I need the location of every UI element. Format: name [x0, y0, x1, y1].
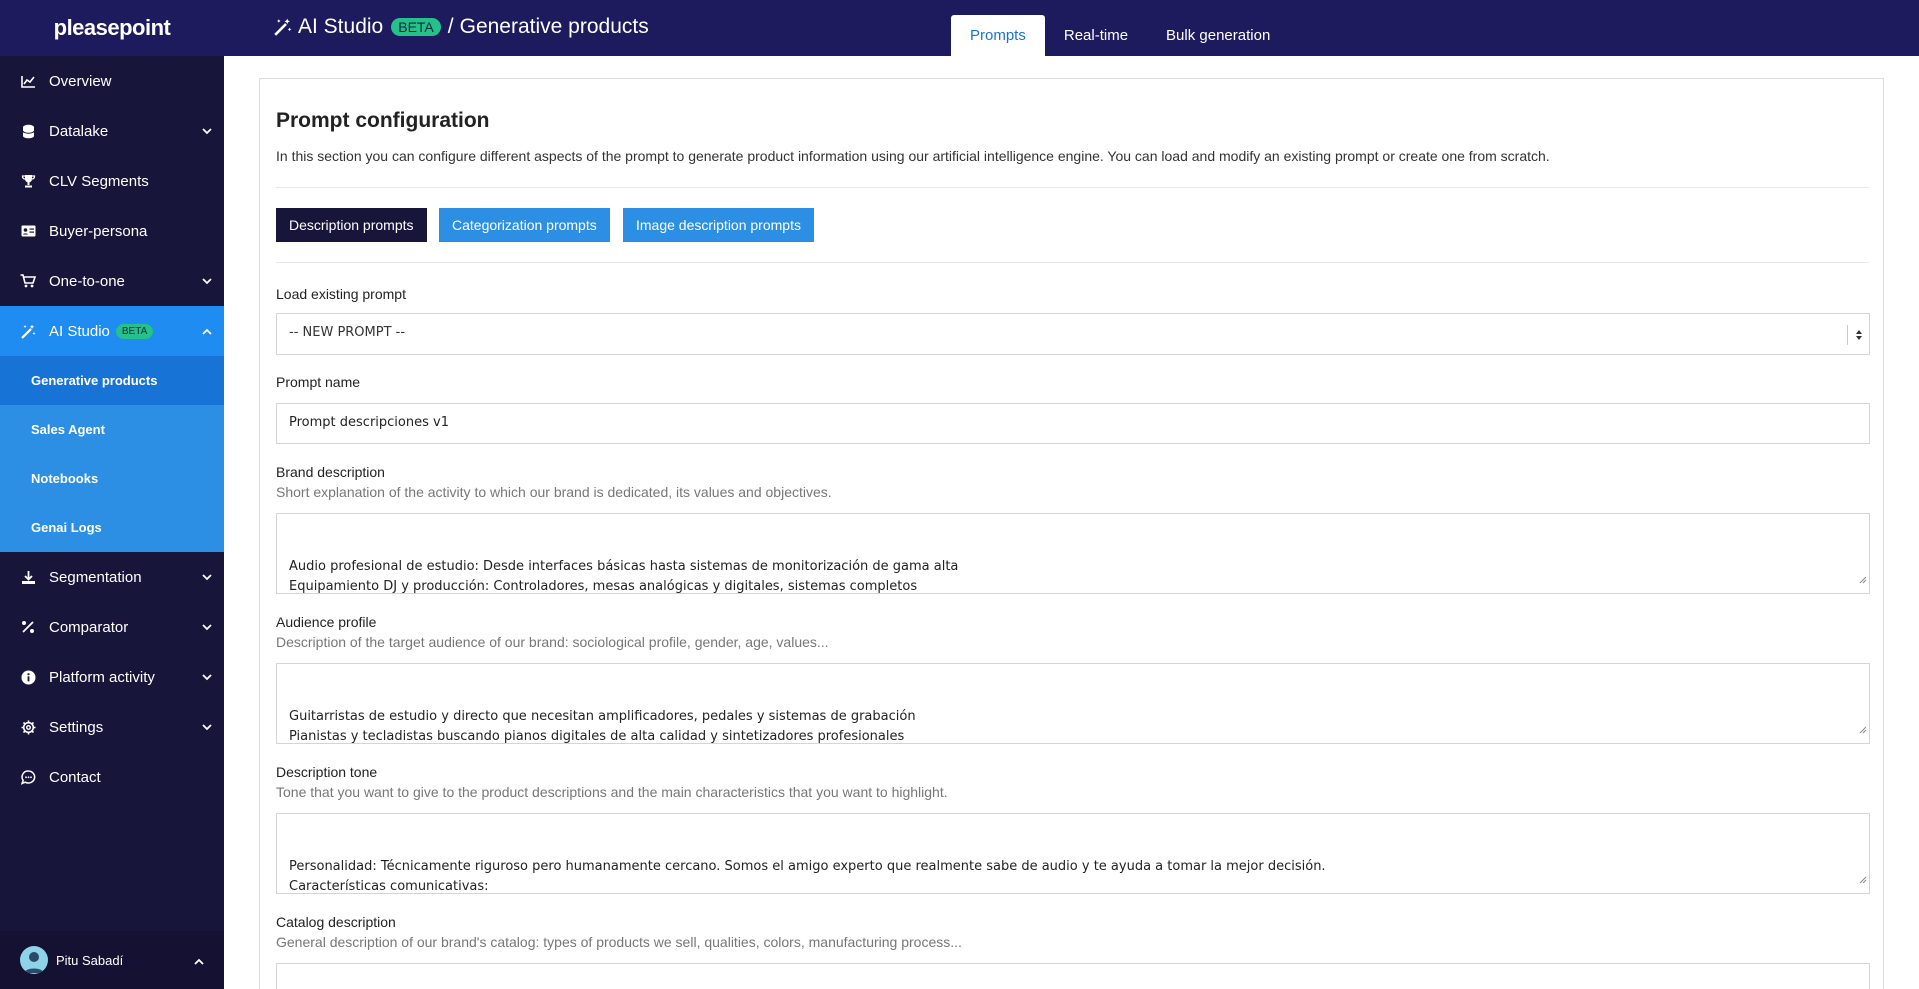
- user-name: Pitu Sabadí: [56, 952, 124, 968]
- prompt-configuration-card: [259, 78, 1884, 989]
- sidebar-item-label: Platform activity: [49, 668, 155, 686]
- sidebar-item-label: AI Studio: [49, 322, 110, 340]
- brand-description-text: Audio profesional de estudio: Desde interfaces básicas hasta sistemas de monitorización de gama alta Equipamiento DJ y producción: Controladores, mesas analógicas y digitales, sistemas completos: [289, 559, 959, 594]
- sidebar-item-datalake[interactable]: [0, 106, 224, 156]
- description-tone-help: Tone that you want to give to the product descriptions and the main characteristics that you want to highlight.: [276, 784, 948, 800]
- sidebar-item-label: Overview: [49, 72, 112, 90]
- sidebar-item-overview[interactable]: [0, 56, 224, 106]
- load-prompt-label: Load existing prompt: [276, 286, 406, 302]
- prompt-name-input[interactable]: Prompt descripciones v1: [276, 403, 1870, 444]
- id-card-icon: [20, 223, 36, 239]
- brand-description-label: Brand description: [276, 464, 385, 480]
- sidebar-item-segmentation[interactable]: [0, 552, 224, 602]
- chevron-down-icon: [200, 124, 214, 138]
- description-tone-text: Personalidad: Técnicamente riguroso pero humanamente cercano. Somos el amigo experto que realmente sabe de audio y te ayuda a tomar la mejor decisión. Características comunicativas:: [289, 859, 1326, 894]
- brand-description-help: Short explanation of the activity to which our brand is dedicated, its values and objectives.: [276, 484, 832, 500]
- beta-badge: BETA: [116, 324, 153, 339]
- description-tone-textarea[interactable]: [276, 813, 1870, 894]
- sidebar: [0, 0, 224, 989]
- description-prompts-button[interactable]: Description prompts: [276, 208, 427, 242]
- tab-bulk-generation[interactable]: Bulk generation: [1166, 27, 1271, 44]
- load-prompt-select[interactable]: [276, 313, 1870, 355]
- chevron-down-icon: [200, 720, 214, 734]
- breadcrumb-section[interactable]: AI Studio: [298, 15, 384, 38]
- sidebar-item-one-to-one[interactable]: [0, 256, 224, 306]
- description-tone-label: Description tone: [276, 764, 378, 780]
- chart-line-icon: [20, 73, 36, 89]
- shopping-cart-icon: [20, 273, 36, 289]
- beta-badge: BETA: [391, 18, 441, 36]
- info-circle-icon: [20, 669, 36, 685]
- sidebar-item-label: CLV Segments: [49, 172, 149, 190]
- breadcrumb-separator: /: [447, 15, 454, 38]
- audience-profile-text: Guitarristas de estudio y directo que necesitan amplificadores, pedales y sistemas de grabación Pianistas y tecladistas buscando pianos digitales de alta calidad y sintetizadores profesionales: [289, 709, 916, 744]
- chevron-up-icon: [194, 953, 204, 968]
- image-description-prompts-button[interactable]: Image description prompts: [623, 208, 814, 242]
- sidebar-item-platform-activity[interactable]: [0, 652, 224, 702]
- subnav-item-notebooks[interactable]: Notebooks: [31, 471, 99, 486]
- chevron-down-icon: [200, 620, 214, 634]
- subnav-item-sales-agent[interactable]: Sales Agent: [31, 422, 105, 437]
- resize-grip-icon[interactable]: [1859, 571, 1867, 591]
- chevron-up-icon: [200, 324, 214, 338]
- categorization-prompts-button[interactable]: Categorization prompts: [439, 208, 610, 242]
- trophy-icon: [20, 173, 36, 189]
- download-icon: [20, 569, 36, 585]
- sidebar-item-label: Datalake: [49, 122, 109, 140]
- user-menu[interactable]: [0, 931, 224, 989]
- sidebar-item-label: Segmentation: [49, 568, 142, 586]
- sidebar-item-label: Buyer-persona: [49, 222, 148, 240]
- resize-grip-icon[interactable]: [1859, 721, 1867, 741]
- divider: [276, 262, 1869, 263]
- subnav-item-generative-products[interactable]: Generative products: [0, 356, 224, 405]
- chevron-down-icon: [200, 570, 214, 584]
- sidebar-item-label: Contact: [49, 768, 101, 786]
- sidebar-item-label: One-to-one: [49, 272, 125, 290]
- breadcrumb-page: Generative products: [459, 15, 649, 38]
- percent-icon: [20, 619, 36, 635]
- chat-bubble-icon: [20, 769, 36, 785]
- breadcrumb: [274, 15, 649, 39]
- sidebar-item-comparator[interactable]: [0, 602, 224, 652]
- sidebar-item-contact[interactable]: [0, 752, 224, 802]
- sidebar-item-settings[interactable]: [0, 702, 224, 752]
- top-tabs: [951, 15, 1289, 56]
- brand-logo[interactable]: pleasepoint: [0, 0, 224, 56]
- ai-studio-subnav: [0, 356, 224, 552]
- audience-profile-label: Audience profile: [276, 614, 377, 630]
- sidebar-item-ai-studio[interactable]: [0, 306, 224, 356]
- subnav-item-genai-logs[interactable]: Genai Logs: [31, 520, 102, 535]
- prompt-name-label: Prompt name: [276, 374, 361, 390]
- chevron-down-icon: [200, 274, 214, 288]
- sidebar-nav: [0, 56, 224, 356]
- page-title: Prompt configuration: [276, 109, 490, 132]
- top-bar: [224, 0, 1919, 56]
- audience-profile-help: Description of the target audience of our brand: sociological profile, gender, age, values...: [276, 634, 829, 650]
- catalog-description-label: Catalog description: [276, 914, 396, 930]
- brand-description-textarea[interactable]: [276, 513, 1870, 594]
- audience-profile-textarea[interactable]: [276, 663, 1870, 744]
- sidebar-item-buyer-persona[interactable]: [0, 206, 224, 256]
- sidebar-item-label: Comparator: [49, 618, 129, 636]
- catalog-description-help: General description of our brand's catalog: types of products we sell, qualities, colors, manufacturing process...: [276, 934, 962, 950]
- catalog-description-textarea[interactable]: [276, 963, 1870, 989]
- sidebar-nav-lower: [0, 552, 224, 802]
- tab-prompts[interactable]: Prompts: [951, 15, 1045, 56]
- gear-icon: [20, 719, 36, 735]
- magic-wand-icon: [274, 18, 292, 36]
- database-icon: [20, 123, 36, 139]
- divider: [276, 187, 1869, 188]
- magic-wand-icon: [20, 323, 36, 339]
- intro-text: In this section you can configure different aspects of the prompt to generate product information using our artificial intelligence engine. You can load and modify an existing prompt or create one from scratch.: [276, 148, 1550, 164]
- sidebar-item-label: Settings: [49, 718, 104, 736]
- chevron-down-icon: [200, 670, 214, 684]
- sidebar-item-clv-segments[interactable]: [0, 156, 224, 206]
- select-arrows-icon: [1847, 325, 1869, 345]
- resize-grip-icon[interactable]: [1859, 871, 1867, 891]
- avatar: [20, 946, 48, 974]
- load-prompt-value: -- NEW PROMPT --: [289, 325, 406, 340]
- tab-real-time[interactable]: Real-time: [1063, 27, 1129, 44]
